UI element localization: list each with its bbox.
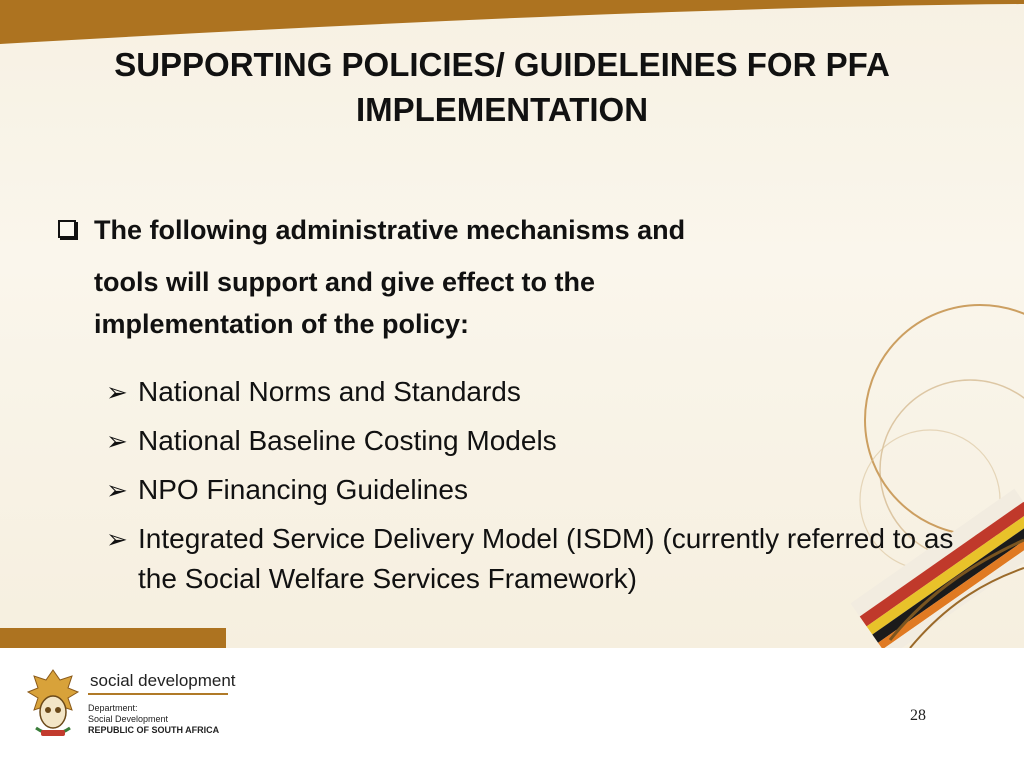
lead-line-2: tools will support and give effect to the: [94, 267, 596, 297]
lead-line-1: The following administrative mechanisms and: [94, 215, 686, 245]
list-item: [106, 421, 956, 461]
arrow-bullet-icon: ➢: [106, 377, 128, 407]
lead-paragraph: [94, 210, 858, 344]
lead-line-3: implementation of the policy:: [94, 309, 470, 339]
hollow-square-bullet-icon: [58, 220, 76, 238]
list-item-text: National Norms and Standards: [138, 376, 521, 407]
arrow-bullet-icon: ➢: [106, 426, 128, 456]
list-item: [106, 519, 956, 599]
slide-title: SUPPORTING POLICIES/ GUIDELEINES FOR PFA IMPLEMENTATION: [114, 46, 890, 128]
page-number: 28: [910, 707, 926, 724]
arrow-bullet-icon: ➢: [106, 524, 128, 554]
dept-line-1: Department:: [88, 703, 138, 713]
list-item-text: National Baseline Costing Models: [138, 425, 557, 456]
coat-of-arms-logo: [24, 666, 82, 742]
bottom-accent-band: [0, 628, 226, 648]
department-block: [88, 703, 219, 736]
list-item-text: Integrated Service Delivery Model (ISDM) (currently referred to as the Social Welfare Services Framework): [138, 523, 954, 594]
lead-bullet-block: [58, 210, 858, 344]
dept-line-3: REPUBLIC OF SOUTH AFRICA: [88, 725, 220, 735]
list-item: [106, 372, 956, 412]
list-item: [106, 470, 956, 510]
brand-name: social development: [90, 671, 236, 690]
sub-bullet-list: [106, 372, 956, 608]
dept-line-2: Social Development: [88, 714, 169, 724]
list-item-text: NPO Financing Guidelines: [138, 474, 468, 505]
arrow-bullet-icon: ➢: [106, 475, 128, 505]
brand-divider: [88, 693, 228, 695]
